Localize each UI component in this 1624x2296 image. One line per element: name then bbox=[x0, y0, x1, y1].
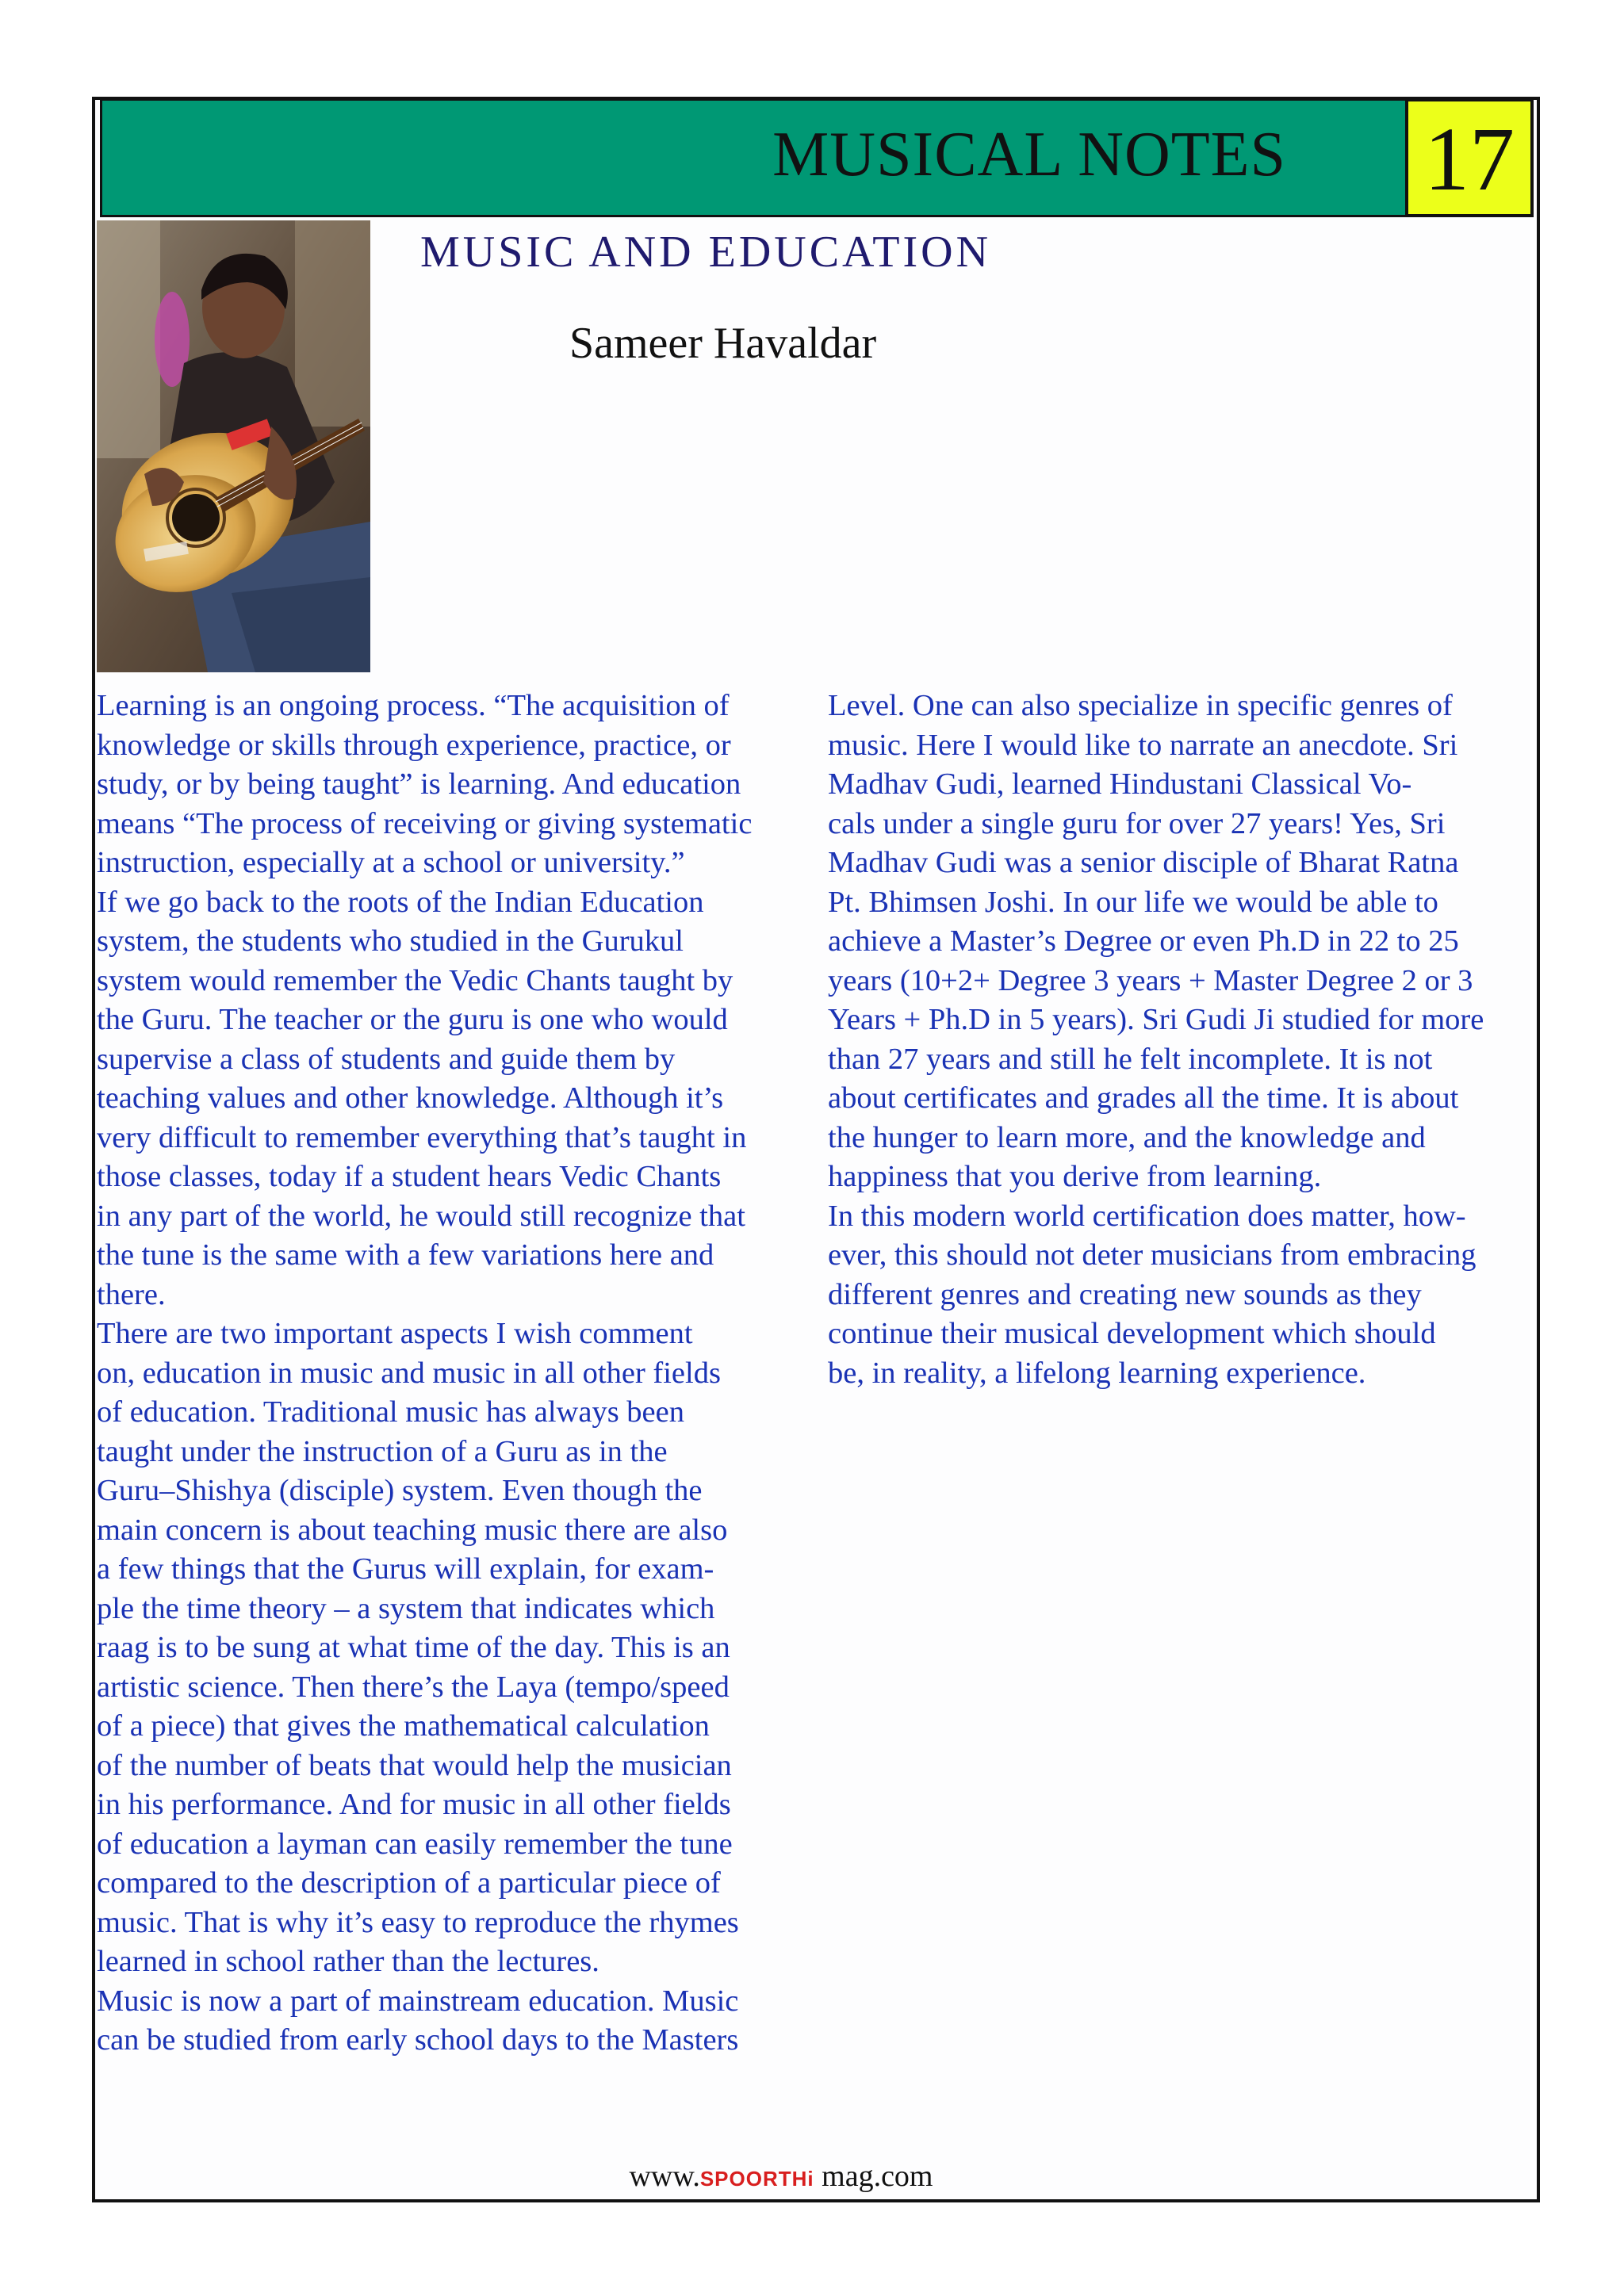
body-line: Madhav Gudi, learned Hindustani Classical Vo- bbox=[828, 767, 1412, 801]
body-line: happiness that you derive from learning. bbox=[828, 1160, 1322, 1193]
body-line: in his performance. And for music in all other fields bbox=[97, 1788, 731, 1821]
body-line: taught under the instruction of a Guru as in the bbox=[97, 1434, 668, 1468]
article-author: Sameer Havaldar bbox=[569, 319, 877, 368]
author-photo bbox=[97, 220, 370, 672]
body-line: teaching values and other knowledge. Although it’s bbox=[97, 1081, 724, 1115]
body-line: ple the time theory – a system that indicates which bbox=[97, 1591, 715, 1625]
body-line: study, or by being taught” is learning. And education bbox=[97, 767, 741, 801]
author-photo-illustration bbox=[97, 220, 370, 672]
page-number: 17 bbox=[1424, 109, 1515, 209]
body-line: continue their musical development which should bbox=[828, 1317, 1436, 1350]
body-line: of education a layman can easily remember the tune bbox=[97, 1827, 733, 1861]
footer-suffix: mag.com bbox=[814, 2160, 933, 2193]
article-title: MUSIC AND EDUCATION bbox=[420, 228, 992, 277]
body-line: of a piece) that gives the mathematical calculation bbox=[97, 1709, 710, 1743]
body-line: years (10+2+ Degree 3 years + Master Degree 2 or 3 bbox=[828, 963, 1473, 997]
body-line: about certificates and grades all the time. It is about bbox=[828, 1081, 1459, 1115]
body-line: the hunger to learn more, and the knowledge and bbox=[828, 1120, 1426, 1154]
body-line: instruction, especially at a school or university.” bbox=[97, 846, 685, 879]
body-line: system would remember the Vedic Chants taught by bbox=[97, 963, 733, 997]
body-line: the Guru. The teacher or the guru is one who would bbox=[97, 1003, 728, 1036]
body-line: system, the students who studied in the Gurukul bbox=[97, 924, 684, 958]
footer-website[interactable] bbox=[0, 2161, 1562, 2191]
body-line: the tune is the same with a few variations here and bbox=[97, 1238, 714, 1272]
body-line: Madhav Gudi was a senior disciple of Bharat Ratna bbox=[828, 846, 1459, 879]
body-line: If we go back to the roots of the Indian Education bbox=[97, 885, 704, 919]
body-line: different genres and creating new sounds as they bbox=[828, 1277, 1422, 1311]
body-line: of education. Traditional music has always been bbox=[97, 1395, 684, 1429]
footer-brand: SPOORTHi bbox=[699, 2167, 814, 2191]
body-line: supervise a class of students and guide them by bbox=[97, 1042, 676, 1076]
body-line: raag is to be sung at what time of the day. This is an bbox=[97, 1631, 730, 1664]
body-line: those classes, today if a student hears Vedic Chants bbox=[97, 1160, 722, 1193]
body-line: Music is now a part of mainstream education. Music bbox=[97, 1984, 739, 2018]
body-line: on, education in music and music in all other fields bbox=[97, 1356, 721, 1390]
body-line: learned in school rather than the lectures. bbox=[97, 1945, 599, 1978]
body-line: main concern is about teaching music there are also bbox=[97, 1513, 728, 1547]
body-line: Learning is an ongoing process. “The acquisition of bbox=[97, 689, 730, 722]
body-line: compared to the description of a particular piece of bbox=[97, 1866, 721, 1900]
body-line: Years + Ph.D in 5 years). Sri Gudi Ji studied for more bbox=[828, 1003, 1484, 1036]
body-line: Pt. Bhimsen Joshi. In our life we would be able to bbox=[828, 885, 1438, 919]
body-line: artistic science. Then there’s the Laya (tempo/speed bbox=[97, 1670, 730, 1704]
body-line: There are two important aspects I wish comment bbox=[97, 1317, 693, 1350]
body-line: very difficult to remember everything that’s taught in bbox=[97, 1120, 747, 1154]
body-line: a few things that the Gurus will explain, for exam- bbox=[97, 1552, 714, 1586]
body-line: Guru–Shishya (disciple) system. Even though the bbox=[97, 1474, 703, 1507]
body-line: be, in reality, a lifelong learning experience. bbox=[828, 1356, 1366, 1390]
body-line: music. That is why it’s easy to reproduce the rhymes bbox=[97, 1905, 739, 1939]
body-line: In this modern world certification does matter, how- bbox=[828, 1199, 1466, 1233]
body-line: Level. One can also specialize in specific genres of bbox=[828, 689, 1453, 722]
body-line: ever, this should not deter musicians from embracing bbox=[828, 1238, 1477, 1272]
body-line: music. Here I would like to narrate an anecdote. Sri bbox=[828, 728, 1458, 762]
body-line: achieve a Master’s Degree or even Ph.D in 22 to 25 bbox=[828, 924, 1459, 958]
article-left-column bbox=[97, 687, 810, 2061]
body-line: than 27 years and still he felt incomplete. It is not bbox=[828, 1042, 1433, 1076]
body-line: of the number of beats that would help the musician bbox=[97, 1748, 732, 1782]
section-header bbox=[100, 98, 1405, 217]
page-number-box bbox=[1405, 98, 1534, 217]
article-right-column bbox=[828, 687, 1534, 1393]
section-title: MUSICAL NOTES bbox=[772, 120, 1286, 189]
body-line: in any part of the world, he would still recognize that bbox=[97, 1199, 745, 1233]
body-line: cals under a single guru for over 27 years! Yes, Sri bbox=[828, 806, 1446, 840]
footer-prefix: www. bbox=[629, 2160, 700, 2193]
body-line: there. bbox=[97, 1277, 166, 1311]
body-line: knowledge or skills through experience, practice, or bbox=[97, 728, 731, 762]
body-line: can be studied from early school days to the Masters bbox=[97, 2023, 739, 2057]
body-line: means “The process of receiving or giving systematic bbox=[97, 806, 753, 840]
